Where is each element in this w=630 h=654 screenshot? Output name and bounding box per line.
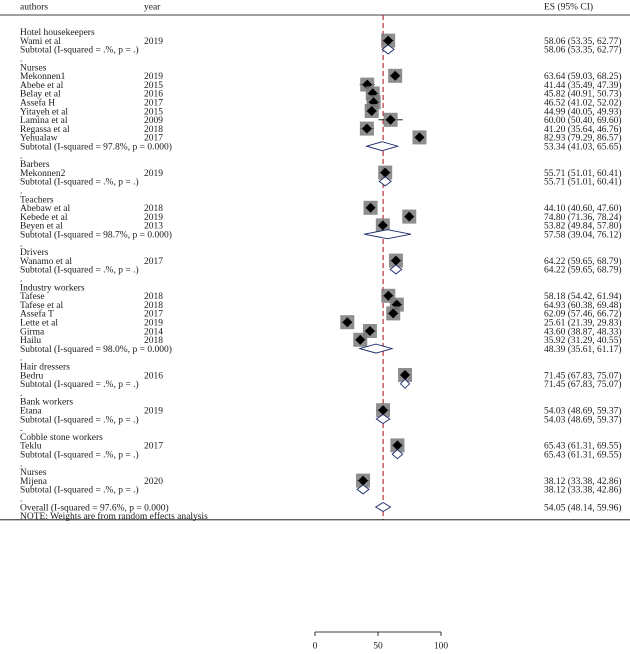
study-year: 2019 [144,72,163,83]
group-label: Hotel housekeepers [20,28,95,39]
study-year: 2016 [144,89,163,100]
separator-dot: . [20,186,23,197]
study-year: 2018 [144,204,163,215]
group-label: Bank workers [20,397,74,408]
study-es-label: 46.52 (41.02, 52.02) [544,98,622,109]
study-es-label: 58.06 (53.35, 62.77) [544,36,622,47]
study-year: 2019 [144,212,163,223]
study-year: 2019 [144,168,163,179]
study-year: 2015 [144,80,163,91]
group-label: Drivers [20,248,49,259]
x-tick-label: 100 [433,641,449,652]
overall-label: Overall (I-squared = 97.6%, p = 0.000) [20,503,169,514]
study-year: 2019 [144,406,163,417]
subtotal-label: Subtotal (I-squared = 97.8%, p = 0.000) [20,142,172,153]
subtotal-es-label: 64.22 (59.65, 68.79) [544,265,622,276]
group-label: Nurses [20,468,47,479]
study-year: 2014 [144,327,163,338]
study-author: Bedru [20,371,44,382]
study-year: 2017 [144,256,163,267]
study-year: 2017 [144,441,163,452]
x-tick-label: 50 [373,641,383,652]
study-year: 2013 [144,221,163,232]
study-author: Mekonnen2 [20,168,66,179]
separator-dot: . [20,151,23,162]
subtotal-es-label: 57.58 (39.04, 76.12) [544,230,622,241]
subtotal-label: Subtotal (I-squared = .%, p = .) [20,177,139,188]
study-es-label: 43.60 (38.87, 48.33) [544,327,622,338]
note-text: NOTE: Weights are from random effects analysis [20,512,208,523]
study-author: Yehualaw [20,133,58,144]
study-es-label: 41.20 (35.64, 46.76) [544,124,622,135]
group-label: Nurses [20,63,47,74]
study-author: Assefa T [20,309,54,320]
separator-dot: . [20,424,23,435]
study-year: 2017 [144,98,163,109]
study-author: Kebede et al [20,212,68,223]
study-author: Abebe et al [20,80,64,91]
separator-dot: . [20,459,23,470]
group-label: Barbers [20,160,50,171]
study-es-label: 41.44 (35.49, 47.39) [544,80,622,91]
subtotal-label: Subtotal (I-squared = 98.7%, p = 0.000) [20,230,172,241]
overall-diamond [376,503,391,512]
subtotal-label: Subtotal (I-squared = .%, p = .) [20,450,139,461]
study-es-label: 74.80 (71.36, 78.24) [544,212,622,223]
study-author: Belay et al [20,89,61,100]
study-es-label: 64.22 (59.65, 68.79) [544,256,622,267]
study-year: 2018 [144,292,163,303]
study-author: Lamina et al [20,116,68,127]
separator-dot: . [20,353,23,364]
study-author: Hailu [20,336,42,347]
group-label: Teachers [20,195,54,206]
subtotal-es-label: 48.39 (35.61, 61.17) [544,344,622,355]
study-es-label: 44.10 (40.60, 47.60) [544,204,622,215]
separator-dot: . [20,274,23,285]
study-author: Wami et al [20,36,61,47]
study-year: 2019 [144,318,163,329]
separator-dot: . [20,388,23,399]
study-author: Regassa et al [20,124,70,135]
study-es-label: 55.71 (51.01, 60.41) [544,168,622,179]
study-es-label: 53.82 (49.84, 57.80) [544,221,622,232]
study-author: Teklu [20,441,42,452]
study-es-label: 58.18 (54.42, 61.94) [544,292,622,303]
group-label: Cobble stone workers [20,432,103,443]
subtotal-label: Subtotal (I-squared = 98.0%, p = 0.000) [20,344,172,355]
study-author: Mekonnen1 [20,72,66,83]
subtotal-label: Subtotal (I-squared = .%, p = .) [20,415,139,426]
study-author: Girma [20,327,45,338]
study-year: 2017 [144,309,163,320]
study-year: 2019 [144,36,163,47]
study-author: Tafese [20,292,45,303]
study-es-label: 65.43 (61.31, 69.55) [544,441,622,452]
group-label: Industry workers [20,283,85,294]
study-es-label: 38.12 (33.38, 42.86) [544,476,622,487]
header-authors: authors [20,2,48,13]
study-es-label: 45.82 (40.91, 50.73) [544,89,622,100]
study-year: 2016 [144,371,163,382]
subtotal-label: Subtotal (I-squared = .%, p = .) [20,265,139,276]
subtotal-es-label: 53.34 (41.03, 65.65) [544,142,622,153]
subtotal-diamond [364,230,411,239]
study-es-label: 64.93 (60.38, 69.48) [544,300,622,311]
subtotal-label: Subtotal (I-squared = .%, p = .) [20,45,139,56]
separator-dot: . [20,239,23,250]
study-year: 2018 [144,300,163,311]
separator-dot: . [20,494,23,505]
study-author: Yitayeh et al [20,107,69,118]
subtotal-es-label: 54.03 (48.69, 59.37) [544,415,622,426]
study-author: Assefa H [20,98,56,109]
study-author: Etana [20,406,42,417]
study-es-label: 54.03 (48.69, 59.37) [544,406,622,417]
study-author: Lette et al [20,318,58,329]
study-year: 2017 [144,133,163,144]
header-year: year [144,2,161,13]
subtotal-label: Subtotal (I-squared = .%, p = .) [20,380,139,391]
study-author: Tafese et al [20,300,64,311]
study-author: Beyen et al [20,221,63,232]
study-year: 2018 [144,124,163,135]
study-author: Abebaw et al [20,204,71,215]
study-es-label: 25.61 (21.39, 29.83) [544,318,622,329]
study-year: 2015 [144,107,163,118]
header-es: ES (95% CI) [544,2,594,13]
study-author: Mijena [20,476,47,487]
study-es-label: 82.93 (79.29, 86.57) [544,133,622,144]
study-year: 2018 [144,336,163,347]
subtotal-label: Subtotal (I-squared = .%, p = .) [20,485,139,496]
subtotal-es-label: 65.43 (61.31, 69.55) [544,450,622,461]
x-tick-label: 0 [312,641,318,652]
study-year: 2009 [144,116,163,127]
subtotal-es-label: 38.12 (33.38, 42.86) [544,485,622,496]
study-author: Wanamo et al [20,256,72,267]
group-label: Hair dressers [20,362,70,373]
subtotal-diamond [367,142,398,151]
subtotal-es-label: 55.71 (51.01, 60.41) [544,177,622,188]
subtotal-es-label: 71.45 (67.83, 75.07) [544,380,622,391]
study-es-label: 63.64 (59.03, 68.25) [544,72,622,83]
study-es-label: 62.09 (57.46, 66.72) [544,309,622,320]
study-es-label: 60.00 (50.40, 69.60) [544,116,622,127]
overall-es-label: 54.05 (48.14, 59.96) [544,503,622,514]
study-es-label: 44.99 (40.05, 49.93) [544,107,622,118]
separator-dot: . [20,54,23,65]
study-es-label: 71.45 (67.83, 75.07) [544,371,622,382]
study-year: 2020 [144,476,163,487]
study-es-label: 35.92 (31.29, 40.55) [544,336,622,347]
subtotal-es-label: 58.06 (53.35, 62.77) [544,45,622,56]
